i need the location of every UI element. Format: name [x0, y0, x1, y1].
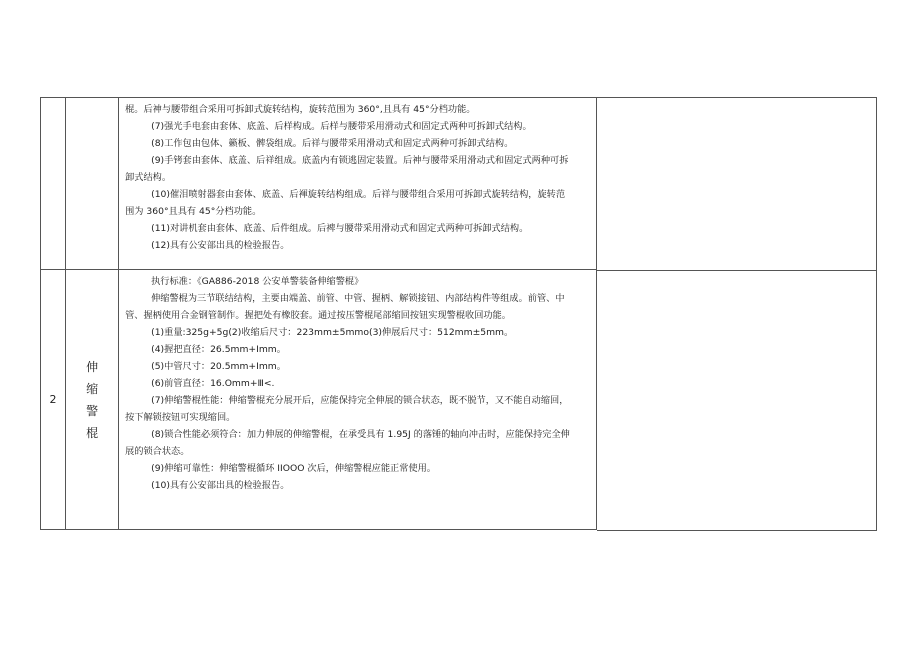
remarks-divider — [597, 270, 877, 271]
spec-table — [40, 97, 597, 530]
requirement-line: (9)手铐套由套体、底盖、后祥组成。底盖内有锁逃固定装置。后神与腰带采用滑动式和固定式两种可拆 — [151, 155, 569, 166]
requirements-cell — [119, 270, 597, 530]
item-name-vertical — [66, 356, 118, 444]
requirements-text — [119, 98, 596, 254]
requirements-text — [119, 270, 596, 494]
item-number-cell — [41, 98, 66, 270]
requirement-line: (7)强光手电套由套体、底盖、后样构成。后样与腰带采用滑动式和固定式两种可拆卸式结构。 — [151, 121, 532, 132]
requirement-line: 伸缩警棍为三节联结结构，主要由端盖、前管、中管、握柄、解锁接钮、内部结构件等组成。前管、中 — [151, 293, 565, 304]
requirement-line: 管、握柄使用合金钢管制作。握把处有橡胶套。通过按压警棍尾部缩回按钮实现警棍收回功能。 — [125, 310, 511, 321]
requirement-line: (8)工作包由包体、籁板、髀袋组成。后祥与腰带采用滑动式和固定式两种可拆卸式结构。 — [151, 138, 514, 149]
requirement-line: 按下解锁按钮可实现缩回。 — [125, 412, 236, 423]
requirement-line: (11)对讲机套由套体、底盖、后件组成。后裨与腰带采用滑动式和固定式两种可拆卸式结构。 — [151, 223, 529, 234]
requirement-line: (8)锁合性能必须符合：加力伸展的伸缩警棍，在承受具有 1.95J 的落锤的轴向冲击时，应能保持完全伸 — [151, 429, 570, 440]
table-row — [41, 98, 597, 270]
requirement-line: (4)握把直径：26.5mm+Imm。 — [151, 344, 286, 355]
requirement-line: (12)具有公安部出具的检验报告。 — [151, 240, 290, 251]
requirement-line: (6)前管直径：16.Omm+Ⅲ<. — [151, 378, 275, 389]
remarks-column — [597, 97, 877, 531]
item-name-char: 缩 — [86, 381, 99, 396]
requirement-line: 执行标准：《GA886-2018 公安单警装备伸缩警棍》 — [151, 276, 364, 287]
requirement-line: (1)重量:325g+5g(2)收缩后尺寸：223mm±5mmo(3)伸展后尺寸：512mm±5mm。 — [151, 327, 514, 338]
requirement-line: (10)催泪喷射器套由套体、底盖、后褌旋转结构组成。后祥与腰带组合采用可拆卸式旋转结构，旋转范 — [151, 189, 566, 200]
requirement-line: 卸式结构。 — [125, 172, 172, 183]
requirement-line: 展的锁合状态。 — [125, 446, 190, 457]
item-name-char: 伸 — [86, 359, 99, 374]
requirements-cell — [119, 98, 597, 270]
requirement-line: (10)具有公安部出具的检验报告。 — [151, 480, 290, 491]
item-name-cell — [66, 98, 119, 270]
requirement-line: 棍。后神与腰带组合采用可拆卸式旋转结构，旋转范围为 360°,且具有 45°分档功能。 — [125, 104, 476, 115]
table-row — [41, 270, 597, 530]
item-name-char: 棍 — [86, 425, 99, 440]
requirement-line: (9)伸缩可靠性：伸缩警棍循环 IIOOO 次后，伸缩警棍应能正常使用。 — [151, 463, 436, 474]
requirement-line: (5)中管尺寸：20.5mm+Imm。 — [151, 361, 286, 372]
requirement-line: 围为 360°且具有 45°分档功能。 — [125, 206, 262, 217]
item-name-char: 警 — [86, 403, 99, 418]
item-number-cell: 2 — [41, 270, 66, 530]
item-name-cell — [66, 270, 119, 530]
requirement-line: (7)伸缩警棍性能：伸缩警棍充分展开后，应能保持完全伸展的锁合状态，既不脱节，又不能自动缩回， — [151, 395, 569, 406]
